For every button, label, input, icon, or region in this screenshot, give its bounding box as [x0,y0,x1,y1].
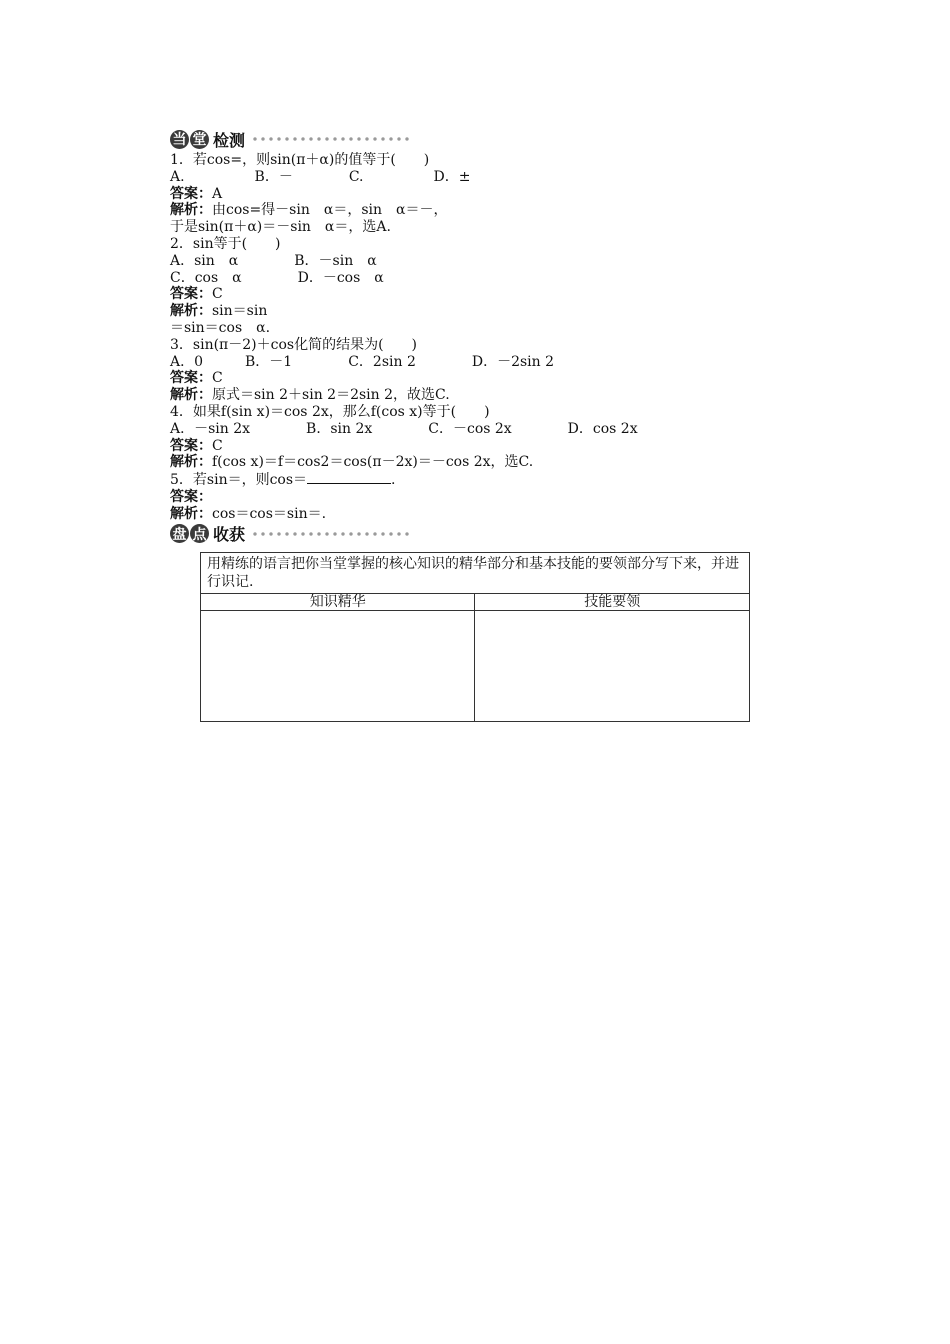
question-options: A．0 B．－1 C．2sin 2 D．－2sin 2 [170,353,555,370]
answer-label: 答案： [170,488,212,505]
skills-cell[interactable] [475,611,750,722]
analysis-text: ＝sin＝cos α. [170,319,271,336]
section-heading-summary [170,523,770,545]
analysis-label: 解析： [170,202,212,219]
answer-value: C [212,437,223,454]
answer-value: A [212,185,223,202]
worksheet [170,128,770,547]
knowledge-cell[interactable] [201,611,475,722]
answer-blank[interactable] [307,471,391,484]
answer-label: 答案： [170,185,212,202]
analysis-text: 由cos=得－sin α＝，sin α＝－， [212,202,448,219]
analysis-label: 解析： [170,387,212,404]
analysis-line [170,202,770,219]
question-options: A. B．－ C. D．± [170,168,471,185]
summary-table [200,552,750,722]
answer-value: C [212,286,223,303]
analysis-text: 于是sin(π＋α)＝－sin α＝，选A. [170,219,391,236]
section-heading-check [170,128,770,150]
section-badge: 当 [170,130,189,149]
column-header-skills: 技能要领 [475,594,750,611]
dotted-rule [251,530,411,538]
analysis-label: 解析： [170,454,212,471]
analysis-text: sin＝sin [212,303,268,320]
answer-label: 答案： [170,370,212,387]
question-text: 5．若sin＝，则cos＝ [170,472,308,489]
answer-label: 答案： [170,437,212,454]
answer-line [170,286,770,303]
analysis-text: cos＝cos＝sin＝. [212,505,327,522]
question-stem: 1．若cos=，则sin(π＋α)的值等于( ) [170,152,430,168]
analysis-label: 解析： [170,505,212,522]
answer-line [170,370,770,387]
question-stem [170,471,770,489]
answer-line [170,186,770,203]
analysis-text: f(cos x)＝f＝cos2＝cos(π－2x)＝－cos 2x，选C. [212,454,534,471]
question-stem: 3．sin(π－2)＋cos化简的结果为( ) [170,336,417,353]
summary-intro: 用精练的语言把你当堂掌握的核心知识的精华部分和基本技能的要领部分写下来，并进行识记. [201,553,750,594]
section-badge: 点 [190,524,209,543]
dotted-rule [251,135,411,143]
answer-label: 答案： [170,286,212,303]
analysis-text: 原式＝sin 2＋sin 2＝2sin 2，故选C. [212,387,450,404]
section-title: 收获 [213,525,246,545]
section-badge: 堂 [190,130,209,149]
question-options: C．cos α D．－cos α [170,269,384,286]
analysis-line [170,506,770,523]
column-header-knowledge: 知识精华 [201,594,475,611]
question-stem: 4．如果f(sin x)＝cos 2x，那么f(cos x)等于( ) [170,403,490,420]
question-stem: 2．sin等于( ) [170,235,281,252]
answer-value: C [212,370,223,387]
section-title: 检测 [213,130,246,150]
section-badge: 盘 [170,524,189,543]
question-text-end: . [391,472,396,489]
question-options: A．sin α B．－sin α [170,252,377,269]
answer-line [170,489,770,506]
analysis-line [170,387,770,404]
analysis-line [170,303,770,320]
analysis-line [170,454,770,471]
answer-line [170,438,770,455]
question-options: A．－sin 2x B．sin 2x C．－cos 2x D．cos 2x [170,420,638,437]
analysis-label: 解析： [170,303,212,320]
